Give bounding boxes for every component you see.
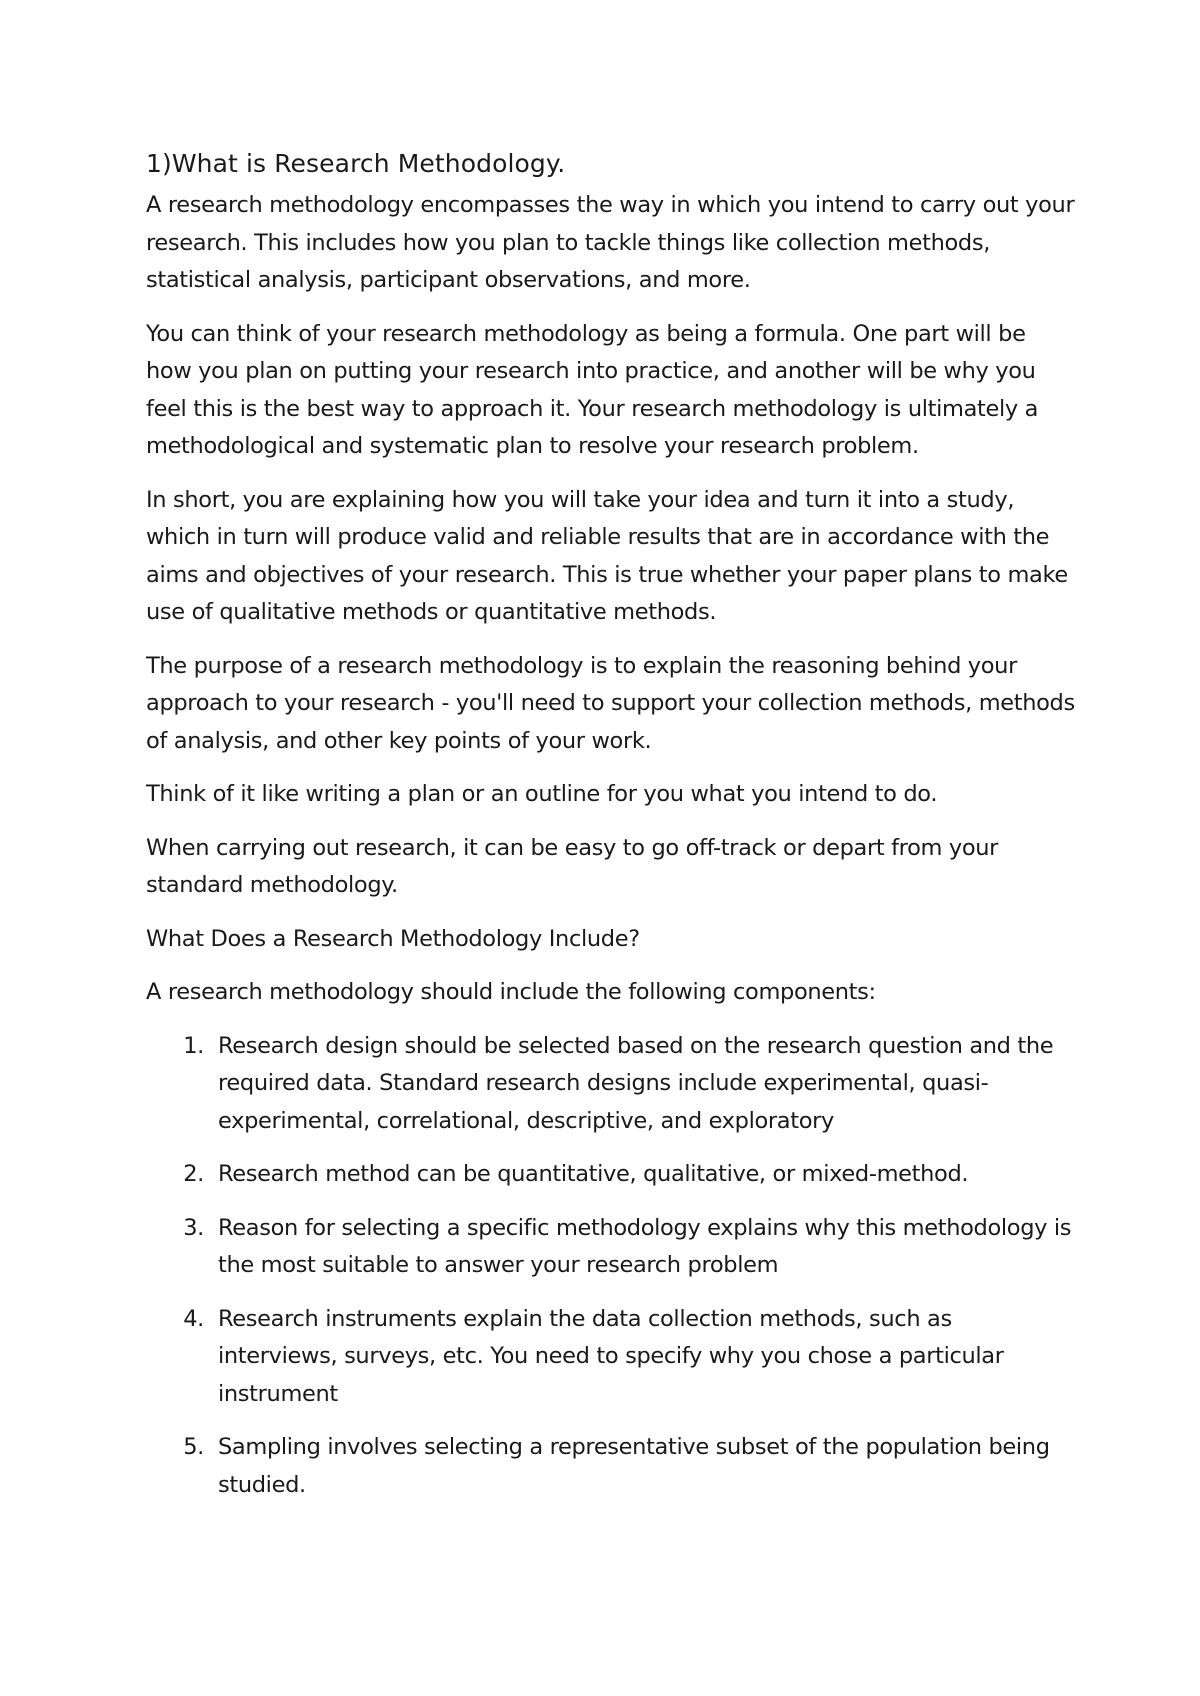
list-item [146,1210,1076,1285]
list-item-number: 1. [183,1032,204,1059]
paragraph-formula: You can think of your research methodology as being a formula. One part will be how you plan on putting your research into practice, and another will be why you feel this is the best way to approach it. Your research methodology is ultimately a methodological and systematic plan to resolve your research problem. [146,320,1039,459]
list-item-text: Sampling involves selecting a representative subset of the population being studied. [218,1434,1050,1498]
document-heading: 1)What is Research Methodology. [146,149,566,178]
document-body [146,148,1076,1520]
components-list [146,1028,1076,1505]
list-item [146,1156,1076,1194]
paragraph-off-track: When carrying out research, it can be easy to go off-track or depart from your standard methodology. [146,834,999,898]
list-item-text: Research instruments explain the data collection methods, such as interviews, surveys, etc. You need to specify why you chose a particular instrument [218,1305,1004,1407]
list-item-text: Research design should be selected based on the research question and the required data. Standard research designs include experimental, quasi-experimental, correlational, descriptive, and exploratory [218,1032,1054,1134]
paragraph-plan-outline: Think of it like writing a plan or an outline for you what you intend to do. [146,781,938,807]
list-item [146,1429,1076,1504]
list-item-number: 3. [183,1214,204,1241]
list-item [146,1301,1076,1414]
paragraph-subheading: What Does a Research Methodology Include? [146,925,640,952]
paragraph-purpose: The purpose of a research methodology is to explain the reasoning behind your approach to your research - you'll need to support your collection methods, methods of analysis, and other key points of your work. [146,652,1075,754]
list-item-number: 4. [183,1305,204,1332]
list-item-text: Research method can be quantitative, qualitative, or mixed-method. [218,1161,969,1187]
list-item-text: Reason for selecting a specific methodology explains why this methodology is the most suitable to answer your research problem [218,1214,1072,1278]
paragraph-components-intro: A research methodology should include the following components: [146,979,876,1005]
paragraph-in-short: In short, you are explaining how you will take your idea and turn it into a study, which in turn will produce valid and reliable results that are in accordance with the aims and objectives of your research. This is true whether your paper plans to make use of qualitative methods or quantitative methods. [146,486,1068,625]
list-item [146,1028,1076,1141]
list-item-number: 5. [183,1434,204,1460]
paragraph-definition: A research methodology encompasses the way in which you intend to carry out your research. This includes how you plan to tackle things like collection methods, statistical analysis, participant observations, and more. [146,192,1075,293]
list-item-number: 2. [183,1161,204,1187]
